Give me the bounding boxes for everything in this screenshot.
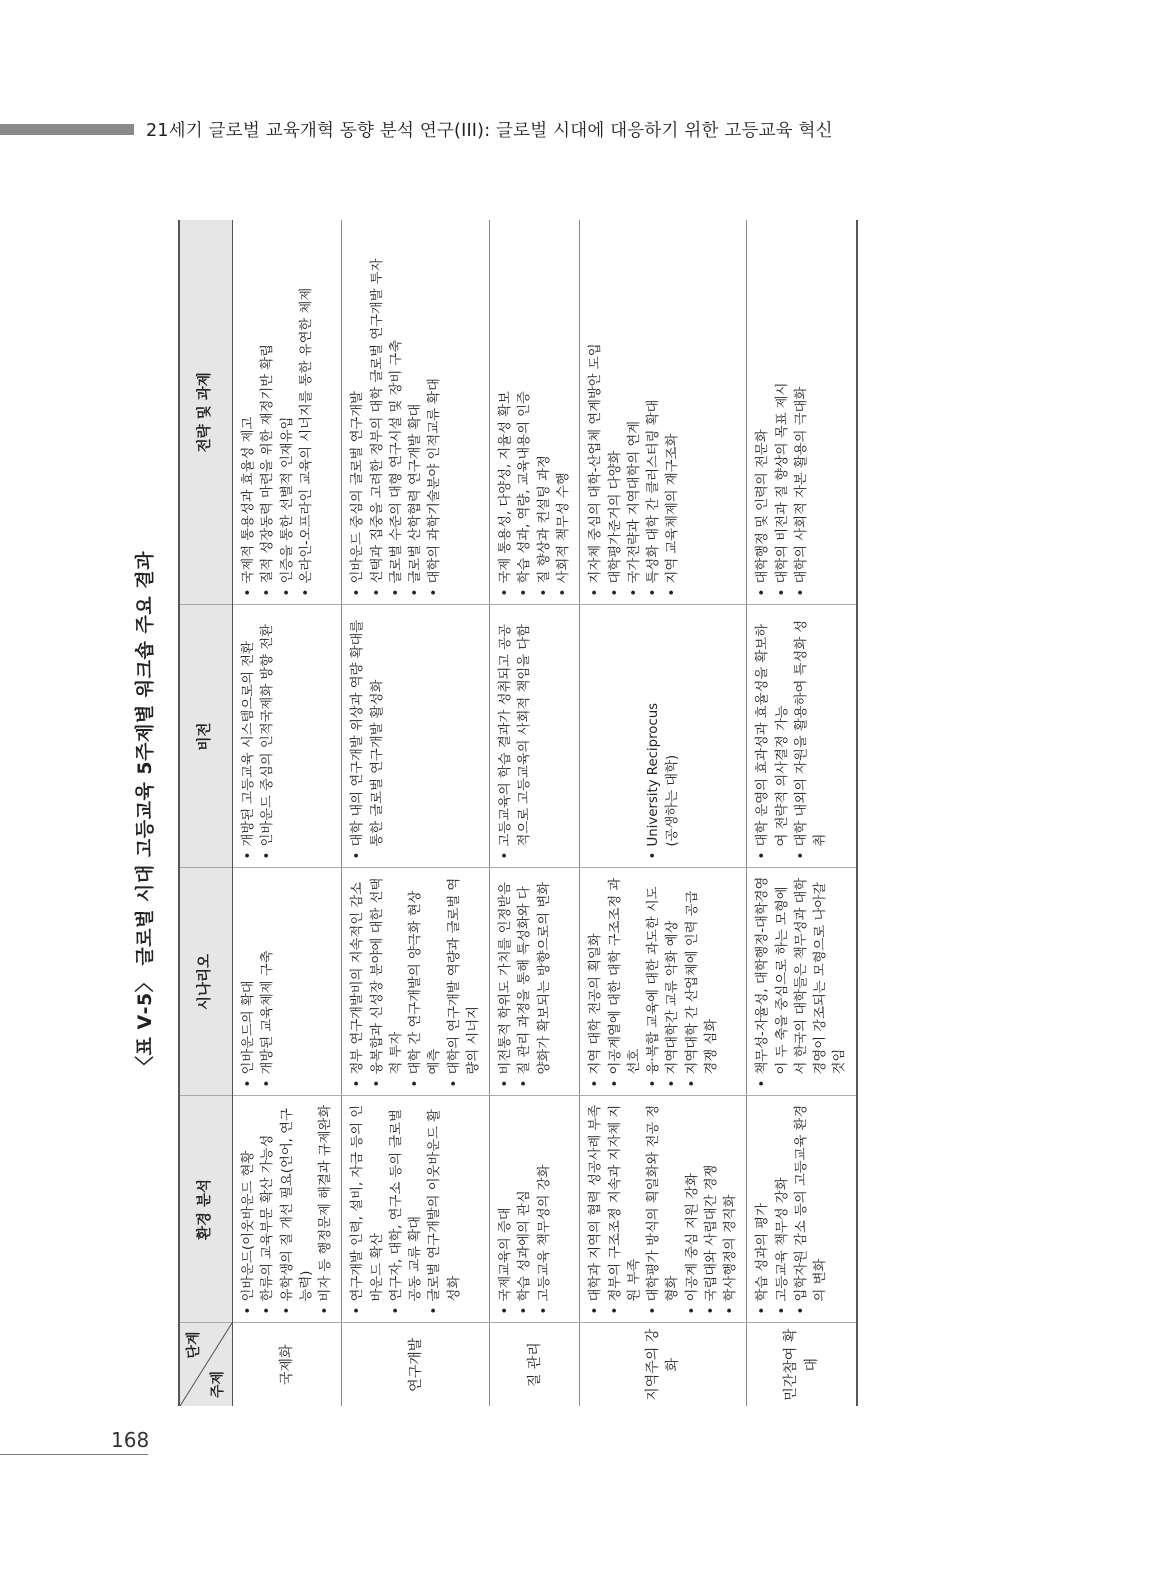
bullet-item: • 지역 대학 전공의 획일화 bbox=[586, 877, 605, 1088]
bullet-item: • 개방된 고등교육 시스템으로의 전환 bbox=[239, 614, 258, 860]
bullet-item: • 지자체 중심의 대학-산업체 연계방안 도입 bbox=[586, 228, 605, 597]
theme-cell: 연구개발 bbox=[342, 1323, 490, 1406]
bullet-item: • 연구개발 인력, 설비, 자금 등의 인바운드 확산 bbox=[348, 1105, 387, 1315]
theme-cell: 국제화 bbox=[233, 1323, 342, 1406]
bullet-item: • 정부의 구조조정 지속과 지자체 지원 부족 bbox=[606, 1105, 645, 1315]
bullet-item: • 학사행정의 경직화 bbox=[721, 1105, 740, 1315]
header-env-analysis: 환경 분석 bbox=[179, 1096, 233, 1323]
table-row bbox=[233, 220, 342, 1406]
theme-cell: 질 관리 bbox=[490, 1323, 580, 1406]
scenario-cell bbox=[580, 868, 747, 1096]
page-number: 168 bbox=[111, 1428, 150, 1452]
bullet-item: • 한류의 교육부문 확산 가능성 bbox=[258, 1105, 277, 1315]
bullet-item: • 책무성-자율성, 대학행정-대학경영이 두 축을 중심으로 하는 모형에서 한국의 대학들은 책무성과 대학경영이 강조되는 모형으로 나아갈 것임 bbox=[753, 877, 849, 1088]
running-head: 21세기 글로벌 교육개혁 동향 분석 연구(III): 글로벌 시대에 대응하기 위한 고등교육 혁신 bbox=[146, 121, 833, 141]
bullet-item: • 선택과 집중을 고려한 정부의 대학 글로벌 연구개발 투자 bbox=[368, 228, 387, 597]
footer-rule bbox=[0, 1454, 148, 1455]
bullet-item: • 글로벌 산학협력 연구개발 확대 bbox=[406, 228, 425, 597]
bullet-item: • 대학평가준거의 다양화 bbox=[606, 228, 625, 597]
scenario-cell bbox=[747, 868, 857, 1096]
bullet-item: • 입학자원 감소 등의 고등교육 환경의 변화 bbox=[792, 1105, 831, 1315]
bullet-item: • 국립대와 사립대간 경쟁 bbox=[702, 1105, 721, 1315]
bullet-item: • 국제적 통용성과 효율성 제고 bbox=[239, 228, 258, 597]
corner-label-stage: 단계 bbox=[186, 1331, 202, 1359]
workshop-results-table bbox=[178, 220, 858, 1406]
strategy-cell bbox=[233, 220, 342, 605]
table-row bbox=[490, 220, 580, 1406]
bullet-item: • 국제교육의 증대 bbox=[496, 1105, 515, 1315]
table-header-row bbox=[179, 220, 233, 1406]
bullet-item: • 국가전략과 지역대학의 연계 bbox=[625, 228, 644, 597]
bullet-item: • 대학의 비전과 질 향상의 목표 제시 bbox=[773, 228, 792, 597]
corner-header-cell bbox=[179, 1323, 233, 1406]
table-row bbox=[580, 220, 747, 1406]
bullet-item: • 연구자, 대학, 연구소 등의 글로벌 공동 교류 확대 bbox=[387, 1105, 426, 1315]
bullet-item: • 인증을 통한 선별적 인재유입 bbox=[278, 228, 297, 597]
bullet-item: • 융복합과 신성장 분야에 대한 선택적 투자 bbox=[368, 877, 407, 1088]
bullet-item: • 인바운드의 확대 bbox=[239, 877, 258, 1088]
bullet-item: (공생하는 대학) bbox=[665, 754, 681, 847]
bullet-item: • 대학의 연구개발 역량과 글로벌 역량의 시너지 bbox=[445, 877, 484, 1088]
bullet-item: • 특성화 대학 간 클러스터링 확대 bbox=[644, 228, 663, 597]
bullet-item: • 이공계열에 대한 대학 구조조정 과 선호 bbox=[606, 877, 645, 1088]
bullet-item: • 유학생의 질 개선 필요(언어, 연구능력) bbox=[278, 1105, 317, 1315]
running-head-bar bbox=[0, 124, 134, 135]
bullet-item: • 학습 성과의 평가 bbox=[753, 1105, 772, 1315]
bullet-item: • 대학과 지역의 협력 성공사례 부족 bbox=[586, 1105, 605, 1315]
bullet-item: • 융·복합 교육에 대한 과도한 시도 bbox=[644, 877, 663, 1088]
bullet-item: • 지역대학간 교류 악화 예상 bbox=[663, 877, 682, 1088]
header-scenario: 시나리오 bbox=[179, 868, 233, 1096]
bullet-item: • 고등교육 책무성 강화 bbox=[773, 1105, 792, 1315]
bullet-item: • 고등교육의 학습 결과가 성취되고 공공적으로 고등교육의 사회적 책임을 다함 bbox=[496, 614, 535, 860]
vision-cell bbox=[747, 605, 857, 868]
env-cell bbox=[580, 1096, 747, 1323]
bullet-item: • 개방된 교육체제 구축 bbox=[258, 877, 277, 1088]
strategy-cell bbox=[747, 220, 857, 605]
bullet-item: • University Reciprocus bbox=[644, 614, 663, 860]
scenario-cell bbox=[342, 868, 490, 1096]
table-caption: 〈표 Ⅴ-5〉 글로벌 시대 고등교육 5주제별 워크숍 주요 결과 bbox=[134, 550, 156, 1076]
bullet-item: • 대학 내외의 자원을 활용하여 특성화 성취 bbox=[792, 614, 831, 860]
bullet-item: • 대학 내의 연구개발 위상과 역량 확대를 통한 글로벌 연구개발 활성화 bbox=[348, 614, 387, 860]
rotated-table-sheet bbox=[130, 220, 1010, 1406]
bullet-item: • 인바운드 중심의 글로벌 연구개발 bbox=[348, 228, 367, 597]
vision-cell bbox=[342, 605, 490, 868]
bullet-item: • 글로벌 연구개발의 이웃바운드 활성화 bbox=[425, 1105, 464, 1315]
bullet-item: • 대학평가 방식의 획일화와 전공 정형화 bbox=[644, 1105, 683, 1315]
bullet-item: • 국제 통용성, 다양성, 지율성 확보 bbox=[496, 228, 515, 597]
bullet-item: • 고등교육 책무성의 강화 bbox=[535, 1105, 554, 1315]
scenario-cell bbox=[490, 868, 580, 1096]
bullet-item: • 대학 간 연구개발의 양극화 현상 예측 bbox=[406, 877, 445, 1088]
vision-cell bbox=[490, 605, 580, 868]
vision-cell bbox=[580, 605, 747, 868]
bullet-item: • 사회적 책무성 수행 bbox=[554, 228, 573, 597]
bullet-item: • 질 관리 과정을 통해 특성화와 다양화가 확보되는 방향으로의 변화 bbox=[515, 877, 554, 1088]
bullet-item: • 학습 성과, 역량, 교육내용의 인증 bbox=[515, 228, 534, 597]
env-cell bbox=[490, 1096, 580, 1323]
bullet-item: • 질적 성장동력 마련을 위한 재정기반 확립 bbox=[258, 228, 277, 597]
table-row bbox=[747, 220, 857, 1406]
bullet-item: • 지역대학 간 산업체에 인력 공급 경쟁 심화 bbox=[683, 877, 722, 1088]
env-cell bbox=[342, 1096, 490, 1323]
corner-label-theme: 주제 bbox=[209, 1370, 226, 1398]
bullet-item: • 정부 연구개발비의 지속적인 감소 bbox=[348, 877, 367, 1088]
bullet-item: • 대학의 사회적 자본 활용의 극대화 bbox=[792, 228, 811, 597]
theme-cell: 민간참여 확대 bbox=[747, 1323, 857, 1406]
bullet-item: • 대학 운영의 효과성과 효율성을 확보하여 전략적 의사결정 가능 bbox=[753, 614, 792, 860]
bullet-item: • 인바운드(이웃바운드 현황 bbox=[239, 1105, 258, 1315]
bullet-item: • 비전통적 학위도 가치를 인정받음 bbox=[496, 877, 515, 1088]
strategy-cell bbox=[490, 220, 580, 605]
header-vision: 비전 bbox=[179, 605, 233, 868]
bullet-item: • 온라인-오프라인 교육의 시너지를 통한 유연한 체제 bbox=[297, 228, 316, 597]
header-strategy: 전략 및 과제 bbox=[179, 220, 233, 605]
bullet-item: • 이공계 중심 지원 강화 bbox=[683, 1105, 702, 1315]
bullet-item: • 대학행정 및 인력의 전문화 bbox=[753, 228, 772, 597]
table-row bbox=[342, 220, 490, 1406]
strategy-cell bbox=[342, 220, 490, 605]
bullet-item: • 학습 성과에의 관심 bbox=[515, 1105, 534, 1315]
bullet-item: • 대학의 과학기술분야 인적교류 확대 bbox=[425, 228, 444, 597]
scenario-cell bbox=[233, 868, 342, 1096]
theme-cell: 지역주의 강화 bbox=[580, 1323, 747, 1406]
bullet-item: • 글로벌 수준의 대형 연구시설 및 장비 구축 bbox=[387, 228, 406, 597]
env-cell bbox=[233, 1096, 342, 1323]
bullet-item: • 인바운드 중심의 인적국제화 방향 전환 bbox=[258, 614, 277, 860]
env-cell bbox=[747, 1096, 857, 1323]
vision-cell bbox=[233, 605, 342, 868]
strategy-cell bbox=[580, 220, 747, 605]
bullet-item: • 비자 등 행정문제 해결과 규제완화 bbox=[316, 1105, 335, 1315]
bullet-item: • 지역 교육체제의 재구조화 bbox=[663, 228, 682, 597]
bullet-item: • 질 향상과 컨설팅 과정 bbox=[535, 228, 554, 597]
